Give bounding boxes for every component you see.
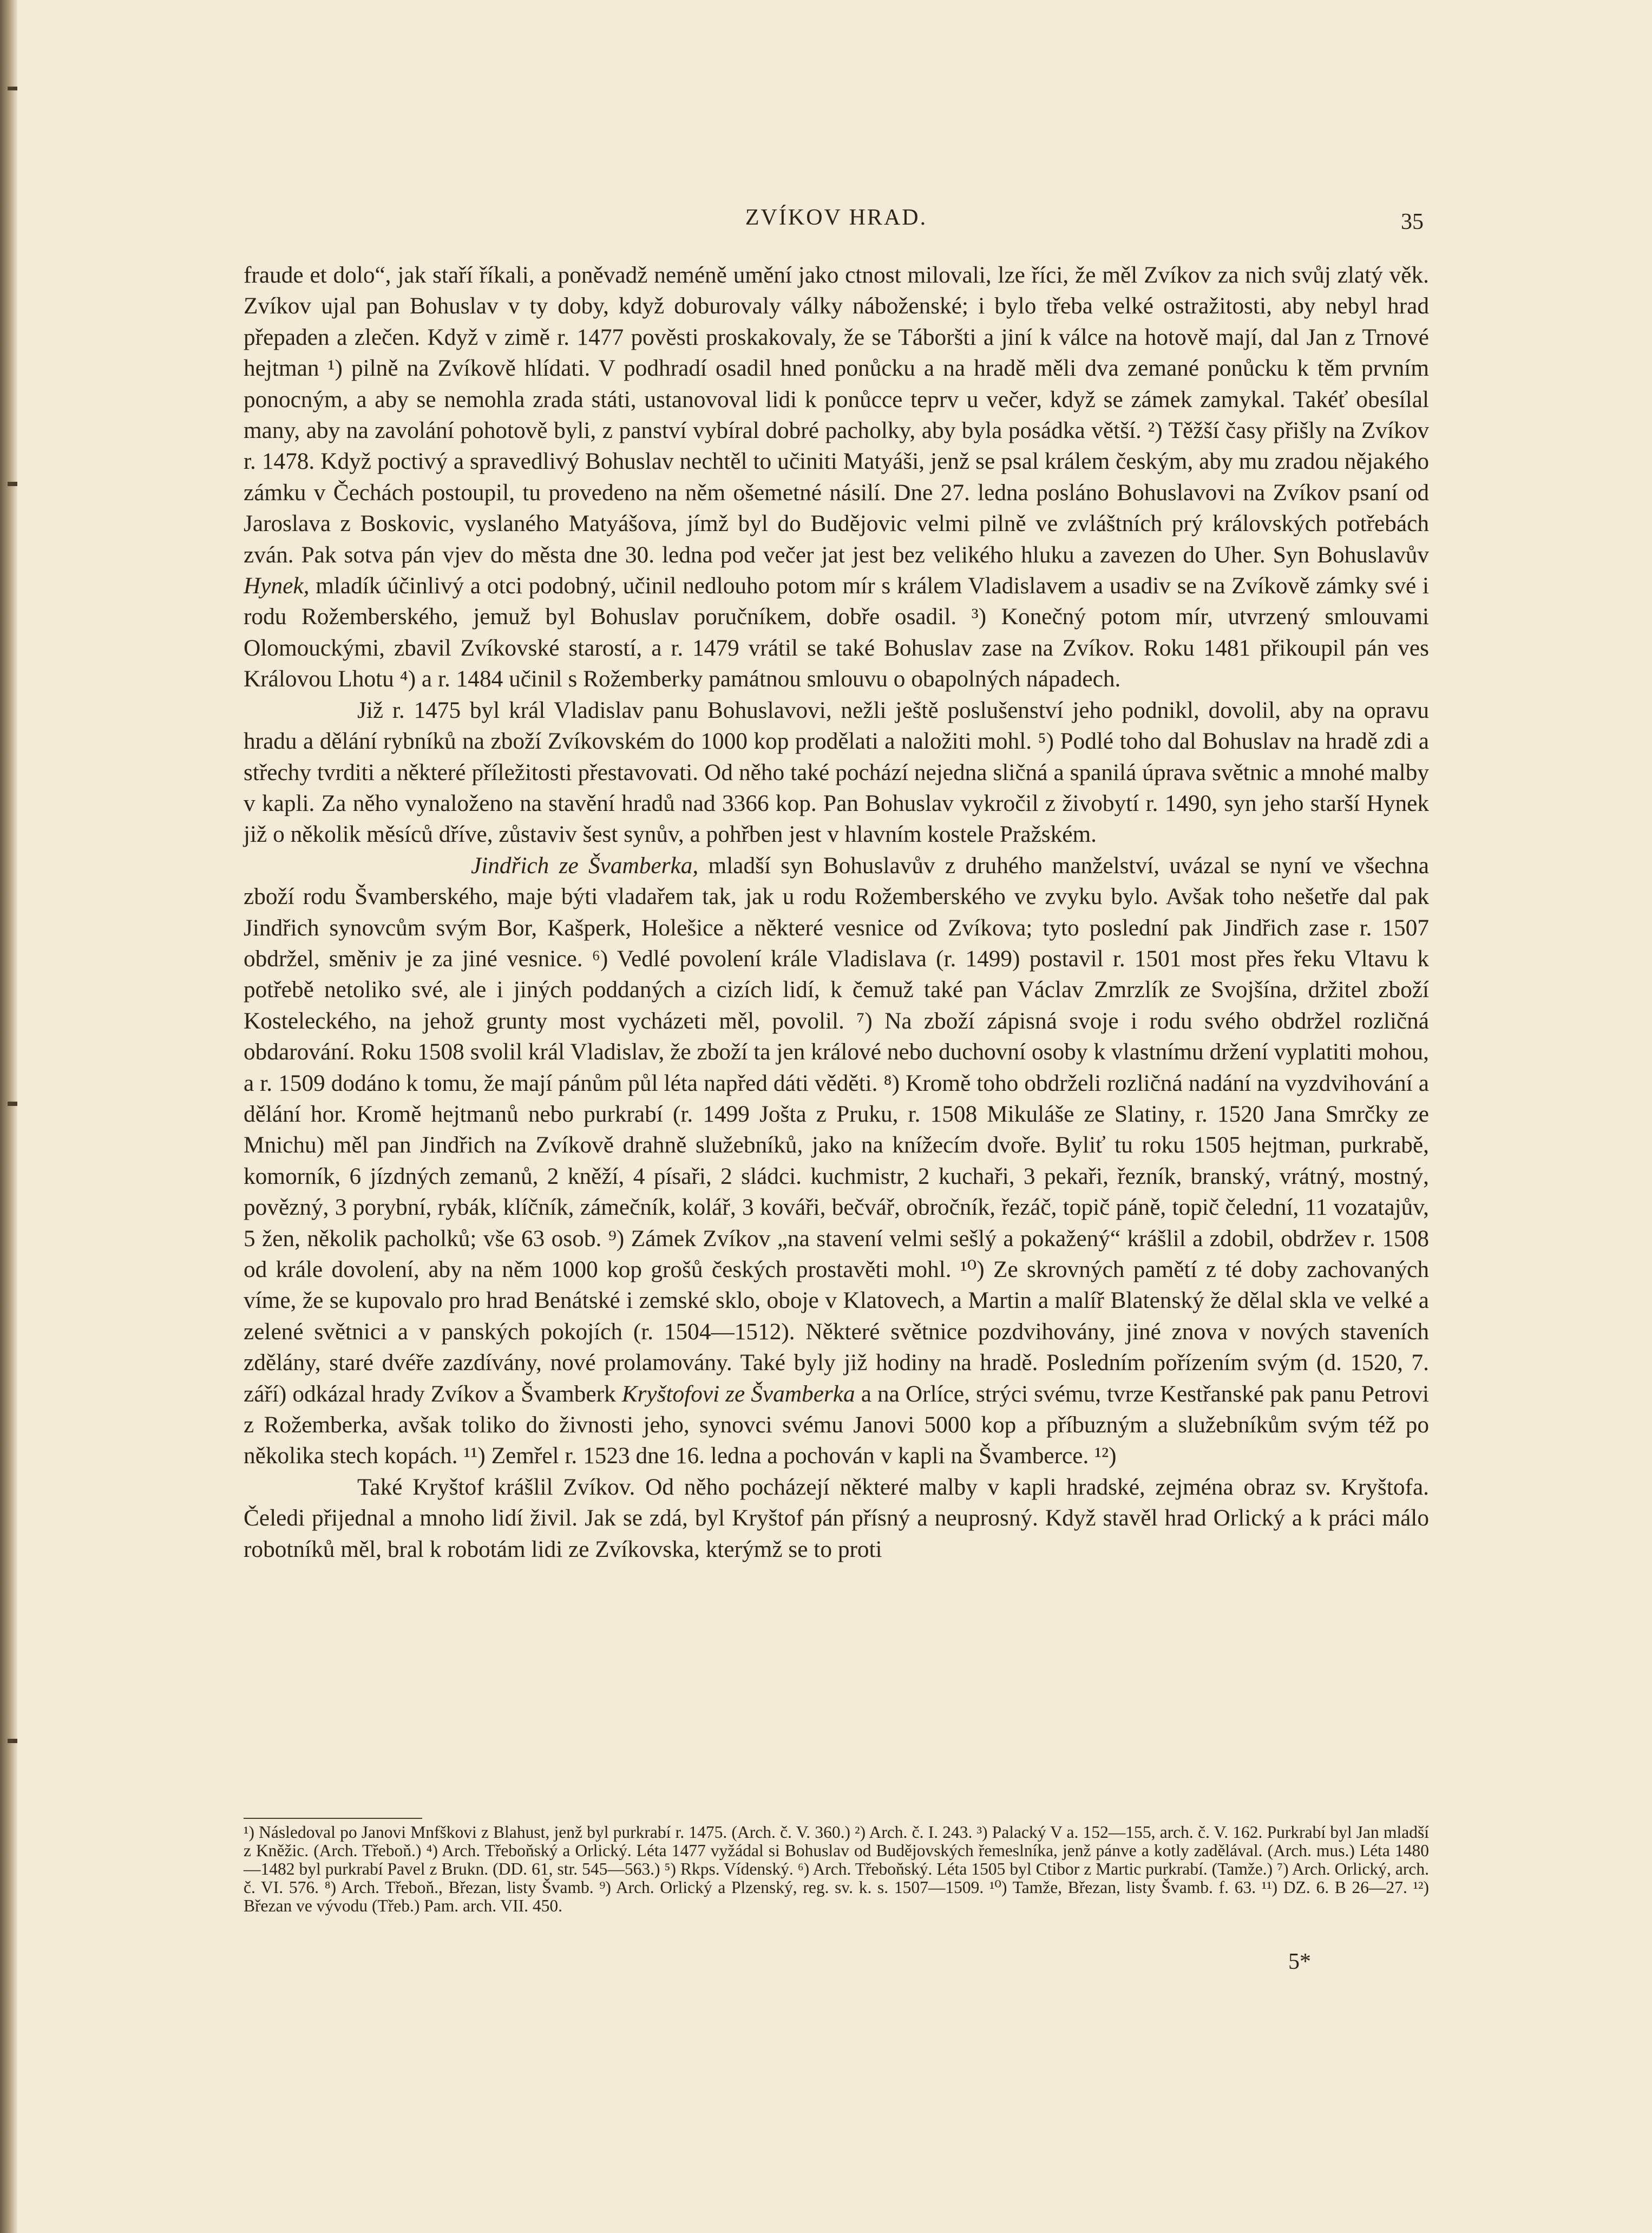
page-header (249, 205, 1424, 243)
footnotes: ¹) Následoval po Janovi Mnfškovi z Blahust, jenž byl purkrabí r. 1475. (Arch. č. V. 360.) ²) Arch. č. I. 243. ³) Palacký V a. 152—155, arch. č. V. 162. Purkrabí byl Jan mladší z Kněžic. (Arch. Třeboň.) ⁴) Arch. Třeboňský a Orlický. Léta 1477 vyžádal si Bohuslav od Budějovských řemeslníka, jenž pánve a kotly zadělával. (Arch. mus.) Léta 1480—1482 byl purkrabí Pavel z Brukn. (DD. 61, str. 545—563.) ⁵) Rkps. Vídenský. ⁶) Arch. Třeboňský. Léta 1505 byl Ctibor z Martic purkrabí. (Tamže.) ⁷) Arch. Orlický, arch. č. VI. 576. ⁸) Arch. Třeboň., Březan, listy Švamb. ⁹) Arch. Orlický a Plzenský, reg. sv. k. s. 1507—1509. ¹⁰) Tamže, Březan, listy Švamb. f. 63. ¹¹) DZ. 6. B 26—27. ¹²) Březan ve vývodu (Třeb.) Pam. arch. VII. 450. (244, 1823, 1429, 1915)
paragraph-text: fraude et dolo“, jak staří říkali, a poněvadž neméně umění jako ctnost milovali, lze říci, že měl Zvíkov za nich svůj zlatý věk. Zvíkov ujal pan Bohuslav v ty doby, když doburovaly války náboženské; i bylo třeba velké ostražitosti, aby nebyl hrad přepaden a zlečen. Když v zimě r. 1477 pověsti proskakovaly, že se Táboršti a jiní k válce na hotově mají, dal Jan z Trnové hejtman ¹) pilně na Zvíkově hlídati. V podhradí osadil hned ponůcku a na hradě měli dva zemané ponůcku k těm prvním ponocným, a aby se nemohla zrada státi, ustanovoval lidi k ponůcce teprv u večer, když se zámek zamykal. Takéť obesílal many, aby na zavolání pohotově byli, z panství vybíral dobré pacholky, aby byla posádka větší. ²) Těžší časy přišly na Zvíkov r. 1478. Když poctivý a spravedlivý Bohuslav nechtěl to učiniti Matyáši, jenž se psal králem českým, aby mu zradou nějakého zámku v Čechách postoupil, tu provedeno na něm ošemetné násilí. Dne 27. ledna posláno Bohuslavovi na Zvíkov psaní od Jaroslava z Boskovic, vyslaného Matyášova, jímž byl do Budějovic velmi pilně ve zvláštních prý královských potřebách zván. Pak sotva pán vjev do města dne 30. ledna pod večer jat jest bez velikého hluku a zavezen do Uher. Syn Bohuslavův (244, 262, 1429, 568)
margin-mark (8, 1739, 17, 1743)
paragraph-text: mladík účinlivý a otci podobný, učinil nedlouho potom mír s králem Vladislavem a usadiv se na Zvíkově zámky své i rodu Rožemberského, jemuž byl Bohuslav poručníkem, dobře osadil. ³) Konečný potom mír, utvrzený smlouvami Olomouckými, zbavil Zvíkovské starostí, a r. 1479 vrátil se také Bohuslav zase na Zvíkov. Roku 1481 přikoupil pán ves Královou Lhotu ⁴) a r. 1484 učinil s Rožemberky památnou smlouvu o obapolných nápadech. (244, 573, 1429, 692)
paragraph-text: mladší syn Bohuslavův z druhého manželství, uvázal se nyní ve všechna zboží rodu Švamberského, maje býti vladařem tak, jak u rodu Rožemberského ve zvyku bylo. Avšak toho nešetře dal pak Jindřich synovcům svým Bor, Kašperk, Holešice a některé vesnice od Zvíkova; tyto poslední pak Jindřich zase r. 1507 obdržel, směniv je za jiné vesnice. ⁶) Vedlé povolení krále Vladislava (r. 1499) postavil r. 1501 most přes řeku Vltavu k potřebě netoliko své, ale i jiných poddaných a cizích lidí, k čemuž také pan Václav Zmrzlík ze Svojšína, držitel zboží Kosteleckého, na jehož grunty most vycházeti měl, povolil. ⁷) Na zboží zápisná svoje i rodu svého obdržel rozličná obdarování. Roku 1508 svolil král Vladislav, že zboží ta jen králové nebo duchovní osoby k vlastnímu držení vyplatiti mohou, a r. 1509 dodáno k tomu, že mají pánům půl léta napřed dáti věděti. ⁸) Kromě toho obdrželi rozličná nadání na vyzdvihování a dělání hor. Kromě hejtmanů nebo purkrabí (r. 1499 Jošta z Pruku, r. 1508 Mikuláše ze Slatiny, r. 1520 Jana Smrčky ze Mnichu) měl pan Jindřich na Zvíkově drahně služebníků, jako na knížecím dvoře. Byliť tu roku 1505 hejtman, purkrabě, komorník, 6 jízdných zemanů, 2 kněží, 4 písaři, 2 sládci. kuchmistr, 2 kuchaři, 3 pekaři, řezník, branský, vrátný, mostný, povězný, 3 porybní, rybák, klíčník, zámečník, kolář, 3 kováři, bečvář, obročník, řezáč, topič páně, topič čelední, 11 vozatajův, 5 žen, několik pacholků; vše 63 osob. ⁹) Zámek Zvíkov „na stavení velmi sešlý a pokažený“ krášlil a zdobil, obdržev r. 1508 od krále dovolení, aby na něm 1000 kop grošů českých prostavěti mohl. ¹⁰) Ze skrovných pamětí z té doby zachovaných víme, že se kupovalo pro hrad Benátské i zemské sklo, oboje v Klatovech, a Martin a malíř Blatenský že dělal skla ve velké a zelené světnici a v panských pokojích (r. 1504—1512). Některé světnice pozdvihovány, jiné znova v nových staveních zdělány, staré dvéře zazdívány, nové prolamovány. Také byly již hodiny na hradě. Posledním pořízením svým (d. 1520, 7. září) odkázal hrady Zvíkov a Švamberk (244, 852, 1429, 1407)
body-text (244, 260, 1429, 1565)
footnote-separator (244, 1818, 422, 1819)
margin-mark (8, 1102, 17, 1106)
paragraph-text: a na Orlíce, strýci svému, tvrze Kestřanské pak panu Petrovi z Rožemberka, avšak toliko do živnosti jeho, synovci svému Janovi 5000 kop a příbuzným a služebníkům svým též po několika stech kopách. ¹¹) Zemřel r. 1523 dne 16. ledna a pochován v kapli na Švamberce. ¹²) (244, 1380, 1430, 1469)
paragraph: Již r. 1475 byl král Vladislav panu Bohuslavovi, nežli ještě poslušenství jeho podnikl, dovolil, aby na opravu hradu a dělání rybníků na zboží Zvíkovském do 1000 kop prodělati a naložiti mohl. ⁵) Podlé toho dal Bohuslav na hradě zdi a střechy tvrditi a některé příležitosti přestavovati. Od něho také pochází nejedna sličná a spanilá úprava světnic a mnohé malby v kapli. Za něho vynaloženo na stavění hradů nad 3366 kop. Pan Bohuslav vykročil z živobytí r. 1490, syn jeho starší Hynek již o několik měsíců dříve, zůstaviv šest synův, a pohřben jest v hlavním kostele Pražském. (244, 697, 1429, 848)
paragraph: Také Kryštof krášlil Zvíkov. Od něho pocházejí některé malby v kapli hradské, zejména obraz sv. Kryštofa. Čeledi přijednal a mnoho lidí živil. Jak se zdá, byl Kryštof pán přísný a neuprosný. Když stavěl hrad Orlický a k práci málo robotníků měl, bral k robotám lidi ze Zvíkovska, kterýmž se to proti (244, 1474, 1429, 1562)
paragraph (244, 850, 1429, 1472)
margin-mark (8, 87, 17, 90)
paragraph (244, 260, 1429, 695)
personal-name: Kryštofovi ze Švamberka (621, 1380, 855, 1407)
page-binding-edge (0, 0, 17, 2233)
signature-mark: 5* (1288, 1949, 1311, 1974)
margin-mark (8, 482, 17, 486)
running-title: ZVÍKOV HRAD. (745, 205, 928, 230)
personal-name: Jindřich ze Švamberka, (471, 852, 699, 879)
page-number: 35 (1401, 209, 1424, 234)
personal-name: Hynek, (244, 573, 310, 599)
